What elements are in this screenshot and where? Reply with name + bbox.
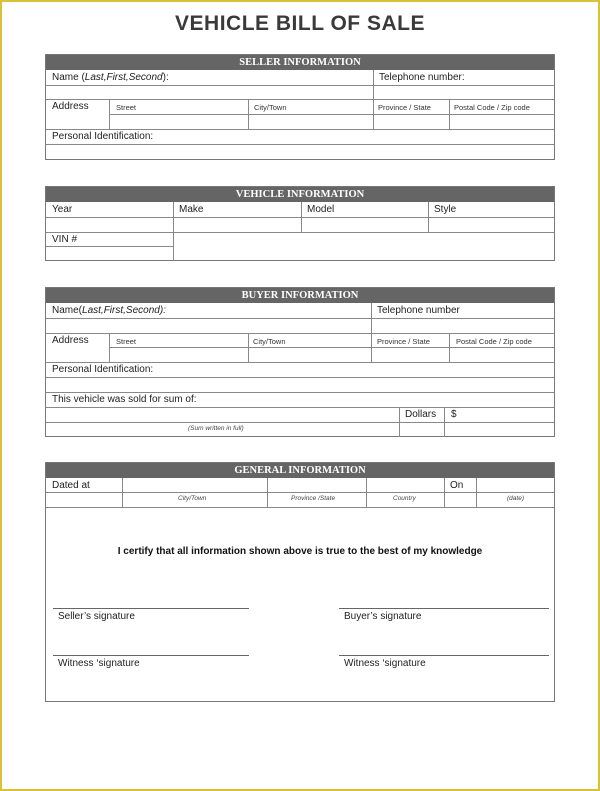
seller-section [45,54,555,160]
sum-written-hint: (Sum written in full) [188,425,244,432]
seller-postal-label: Postal Code / Zip code [454,103,530,112]
buyer-postal-label: Postal Code / Zip code [456,337,532,346]
buyer-address-label: Address [52,335,89,346]
buyer-section [45,287,555,437]
general-country-hint: Country [393,495,416,502]
general-city-hint: City/Town [178,495,207,502]
buyer-name-label: Name(Last,First,Second): [52,305,166,316]
seller-name-field[interactable] [46,85,373,99]
buyer-telephone-label: Telephone number [377,305,460,316]
buyer-personal-id-label: Personal Identification: [52,364,154,375]
dated-date-field[interactable] [476,478,554,492]
vehicle-section [45,186,555,261]
general-section [45,462,555,702]
certification-statement: I certify that all information shown above is true to the best of my knowledge [117,546,483,557]
sold-for-label: This vehicle was sold for sum of: [52,394,197,405]
dollars-label: Dollars [405,409,437,420]
vehicle-style-label: Style [434,204,457,215]
vehicle-model-field[interactable] [301,217,428,232]
general-province-hint: Province /State [291,495,336,502]
seller-telephone-label: Telephone number: [379,72,465,83]
seller-address-label: Address [52,101,89,112]
vehicle-vin-label: VIN # [52,234,78,245]
vehicle-model-label: Model [307,204,335,215]
buyer-name-field[interactable] [46,318,371,333]
buyer-province-label: Province / State [377,337,430,346]
vehicle-notes-field[interactable] [173,232,554,261]
buyer-street-field[interactable] [109,347,248,362]
seller-postal-field[interactable] [449,114,554,129]
vehicle-style-field[interactable] [428,217,554,232]
dollar-amount-field[interactable] [461,407,554,422]
sum-written-field[interactable] [46,407,399,422]
seller-province-label: Province / State [378,103,431,112]
dated-at-label: Dated at [52,480,90,491]
vehicle-make-field[interactable] [173,217,301,232]
buyer-signature-label: Buyer’s signature [344,611,422,622]
buyer-header: BUYER INFORMATION [46,288,554,303]
buyer-city-label: City/Town [253,337,286,346]
seller-personal-id-field[interactable] [46,144,554,159]
seller-personal-id-label: Personal Identification: [52,131,154,142]
vehicle-year-field[interactable] [46,217,173,232]
witness-right-signature-line[interactable] [339,655,549,656]
buyer-personal-id-field[interactable] [46,377,554,392]
general-date-hint: (date) [507,495,524,502]
seller-city-field[interactable] [248,114,373,129]
seller-city-label: City/Town [254,103,287,112]
witness-left-signature-label: Witness ‘signature [58,658,140,669]
buyer-telephone-field[interactable] [371,318,554,333]
seller-street-field[interactable] [109,114,248,129]
buyer-postal-field[interactable] [449,347,554,362]
buyer-street-label: Street [116,337,137,346]
page-title: VEHICLE BILL OF SALE [175,12,425,35]
seller-name-label: Name (Last,First,Second): [52,72,169,83]
dated-province-field[interactable] [267,478,366,492]
seller-signature-line[interactable] [53,608,249,609]
buyer-province-field[interactable] [371,347,449,362]
currency-label: $ [451,409,457,420]
witness-right-signature-label: Witness ‘signature [344,658,426,669]
vehicle-year-label: Year [52,204,73,215]
witness-left-signature-line[interactable] [53,655,249,656]
buyer-signature-line[interactable] [339,608,549,609]
vehicle-vin-field[interactable] [46,246,173,261]
seller-province-field[interactable] [373,114,449,129]
buyer-city-field[interactable] [248,347,371,362]
vehicle-make-label: Make [179,204,204,215]
seller-street-label: Street [116,103,137,112]
vehicle-header: VEHICLE INFORMATION [46,187,554,202]
seller-signature-label: Seller’s signature [58,611,135,622]
general-header: GENERAL INFORMATION [46,463,554,478]
dated-city-field[interactable] [122,478,267,492]
seller-header: SELLER INFORMATION [46,55,554,70]
seller-telephone-field[interactable] [373,85,554,99]
on-label: On [450,480,464,491]
dated-country-field[interactable] [366,478,444,492]
